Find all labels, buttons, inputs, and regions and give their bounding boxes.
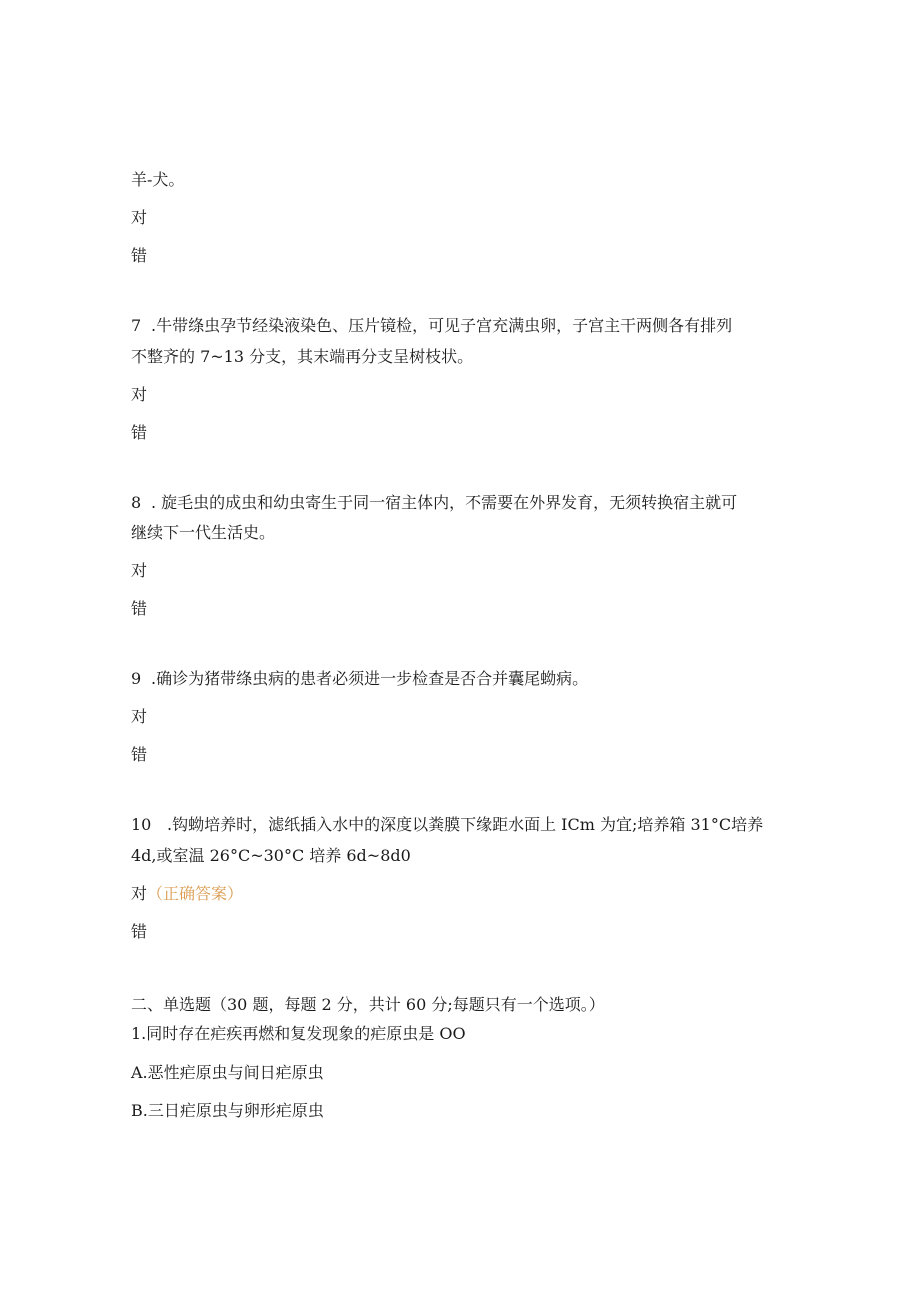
q7-option-false[interactable]: 错 [131,423,148,442]
q8-stem-line1 [131,493,737,513]
q9-text-line1: .确诊为猪带绦虫病的患者必须进一步检查是否合并囊尾蚴病。 [151,669,589,688]
q10-option-true-label: 对 [131,884,148,903]
q10-text-line1: .钩蚴培养时，滤纸插入水中的深度以粪膜下缘距水面上 ICm 为宜;培养箱 31°C培养 [167,815,764,834]
q8-text-line2: 继续下一代生活史。 [131,523,276,542]
s2-q1-stem: 1.同时存在疟疾再燃和复发现象的疟原虫是 OO [131,1024,466,1043]
correct-answer-mark: （正确答案） [147,884,244,903]
q9-option-true[interactable]: 对 [131,707,148,726]
q10-number: 10 [131,815,152,834]
q8-number: 8 [131,493,142,512]
q7-text-line1: .牛带绦虫孕节经染液染色、压片镜检，可见子宫充满虫卵，子宫主干两侧各有排列 [151,316,733,335]
q10-option-false[interactable]: 错 [131,922,148,941]
s2-q1-option-b[interactable]: B.三日疟原虫与卵形疟原虫 [131,1101,324,1120]
q7-stem-line1 [131,316,732,336]
q7-text-line2: 不整齐的 7~13 分支，其末端再分支呈树枝状。 [131,347,474,366]
q6-option-false[interactable]: 错 [131,246,148,265]
q6-option-true[interactable]: 对 [131,208,148,227]
q9-number: 9 [131,669,142,688]
q8-option-true[interactable]: 对 [131,561,148,580]
section2-heading: 二、单选题（30 题，每题 2 分，共计 60 分;每题只有一个选项。） [131,995,605,1014]
q7-number: 7 [131,316,142,335]
q6-text-tail: 羊-犬。 [131,170,185,189]
q9-option-false[interactable]: 错 [131,745,148,764]
q7-option-true[interactable]: 对 [131,385,148,404]
q10-option-true[interactable] [131,884,243,904]
q10-stem-line1 [131,815,763,835]
q10-text-line2: 4d,或室温 26°C~30°C 培养 6d~8d0 [131,846,411,865]
s2-q1-option-a[interactable]: A.恶性疟原虫与间日疟原虫 [131,1063,324,1082]
q8-text-line1: . 旋毛虫的成虫和幼虫寄生于同一宿主体内，不需要在外界发育，无须转换宿主就可 [151,493,738,512]
q8-option-false[interactable]: 错 [131,599,148,618]
q9-stem-line1 [131,669,588,689]
